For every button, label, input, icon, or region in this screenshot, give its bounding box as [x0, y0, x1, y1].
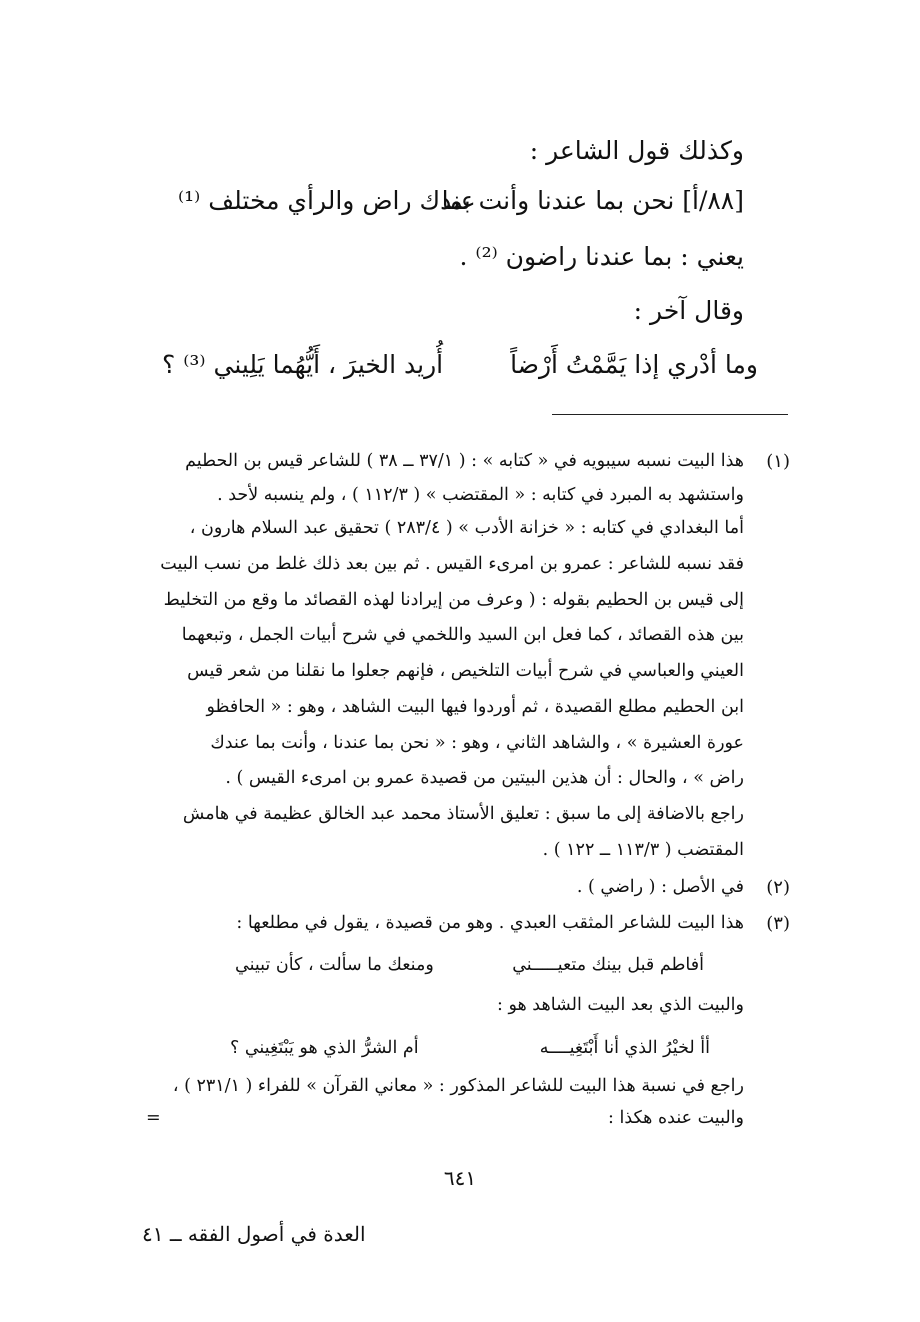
footnote-separator	[552, 414, 788, 415]
footnote-1-line: هذا البيت نسبه سيبويه في « كتابه » : ( ٣٧/١ ــ ٣٨ ) للشاعر قيس بن الحطيم	[185, 451, 744, 471]
footnote-1-line: أما البغدادي في كتابه : « خزانة الأدب » ( ٢٨٣/٤ ) تحقيق عبد السلام هارون ،	[189, 518, 744, 538]
footnote-1-line: واستشهد به المبرد في كتابه : « المقتضب » ( ١١٢/٣ ) ، ولم ينسبه لأحد .	[217, 485, 744, 505]
footnote-1-line: عورة العشيرة » ، والشاهد الثاني ، وهو : « نحن بما عندنا ، وأنت بما عندك	[210, 733, 744, 753]
another-poet-line: وقال آخر :	[633, 296, 744, 325]
footnote-1-line: المقتضب ( ١١٣/٣ ــ ١٢٢ ) .	[542, 840, 744, 860]
footnote-2-number: (٢)	[766, 877, 790, 898]
verse-1-first-half: [٨٨/أ] نحن بما عندنا وأنت بما	[441, 186, 744, 215]
intro-line: وكذلك قول الشاعر :	[529, 136, 744, 165]
footnote-1-line: العيني والعباسي في شرح أبيات التلخيص ، فإنهم جعلوا ما نقلنا من شعر قيس	[187, 661, 744, 681]
verse-1-second-half: عندك راض والرأي مختلف ⁽¹⁾	[178, 186, 476, 215]
footnote-3-verse-a-second-half: ومنعك ما سألت ، كأن تبيني	[235, 955, 434, 975]
footnote-3-line: والبيت عنده هكذا :	[608, 1108, 744, 1128]
footnote-3-line: هذا البيت للشاعر المثقب العبدي . وهو من قصيدة ، يقول في مطلعها :	[236, 913, 744, 933]
footnote-3-verse-b-second-half: أم الشرُّ الذي هو يَبْتَغِيني ؟	[230, 1038, 419, 1058]
footnote-3-line: راجع في نسبة هذا البيت للشاعر المذكور : « معاني القرآن » للفراء ( ٢٣١/١ ) ،	[172, 1076, 744, 1096]
footnote-3-verse-a-first-half: أفاطم قبل بينك متعيـــــني	[512, 955, 704, 975]
page-number: ٦٤١	[443, 1166, 477, 1190]
explanation-line: يعني : بما عندنا راضون ⁽²⁾ .	[459, 242, 744, 271]
footnote-1-line: ابن الحطيم مطلع القصيدة ، ثم أوردوا فيها البيت الشاهد ، وهو : « الحافظو	[206, 697, 744, 717]
verse-2-second-half: أُريد الخيرَ ، أَيُّهُما يَلِيني ⁽³⁾ ؟	[162, 350, 444, 379]
footnote-1-line: راجع بالاضافة إلى ما سبق : تعليق الأستاذ محمد عبد الخالق عظيمة في هامش	[182, 804, 744, 824]
footnote-3-line: والبيت الذي بعد البيت الشاهد هو :	[497, 995, 744, 1015]
footnote-1-number: (١)	[766, 451, 790, 472]
verse-2-first-half: وما أدْري إذا يَمَّمْتُ أَرْضاً	[510, 350, 758, 379]
footnote-1-line: راض » ، والحال : أن هذين البيتين من قصيدة عمرو بن امرىء القيس ) .	[225, 768, 744, 788]
footnote-1-line: بين هذه القصائد ، كما فعل ابن السيد واللخمي في شرح أبيات الجمل ، وتبعهما	[181, 625, 744, 645]
continuation-mark: =	[146, 1108, 161, 1128]
book-footer: العدة في أصول الفقه ــ ٤١	[142, 1222, 366, 1246]
footnote-2-text: في الأصل : ( راضي ) .	[576, 877, 744, 897]
footnote-1-line: فقد نسبه للشاعر : عمرو بن امرىء القيس . ثم بين بعد ذلك غلط من نسب البيت	[160, 554, 744, 574]
footnote-3-number: (٣)	[766, 913, 790, 934]
footnote-3-verse-b-first-half: أأ لخيْرُ الذي أنا أَبْتَغِيــــه	[539, 1038, 710, 1058]
footnote-1-line: إلى قيس بن الحطيم بقوله : ( وعرف من إيرادنا لهذه القصائد ما وقع من التخليط	[163, 590, 744, 610]
